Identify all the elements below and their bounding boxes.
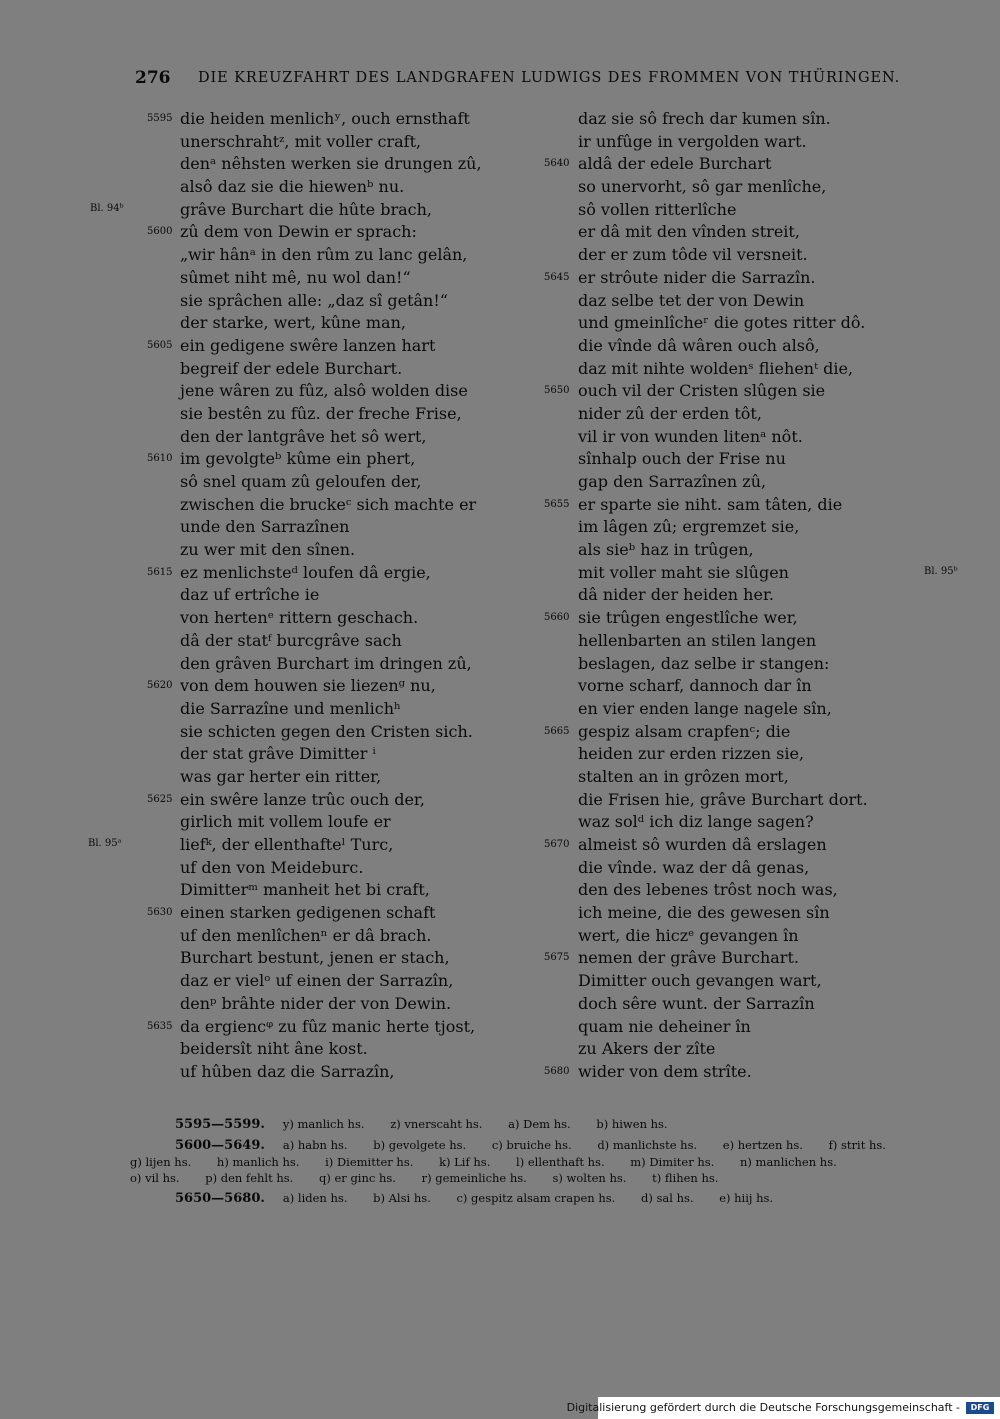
verse-text: die vînde. waz der dâ genas, [578,857,810,877]
verse-line [180,653,560,676]
verse-line [578,199,938,222]
verse-line [578,221,938,244]
verse-line [180,630,560,653]
verse-line [180,879,560,902]
footnote-entry: p) den fehlt hs. [205,1171,294,1185]
footnote-entry: d) sal hs. [640,1191,694,1205]
verse-text: quam nie deheiner în [578,1016,751,1036]
verse-line [578,448,938,471]
verse-text: vorne scharf, dannoch dar în [578,676,812,696]
verse-text: im gevolgteᵇ kûme ein phert, [180,449,416,469]
verse-text: ouch vil der Cristen slûgen sie [578,381,826,401]
verse-line [180,1061,560,1084]
verse-text: von hertenᵉ rittern geschach. [180,608,419,628]
verse-line [180,471,560,494]
footnotes [130,1116,920,1211]
verse-text: als sieᵇ haz in trûgen, [578,540,754,560]
verse-text: von dem houwen sie liezenᵍ nu, [180,676,436,696]
footnote-entry: h) manlich hs. [216,1155,300,1169]
verse-line [180,244,560,267]
verse-line [180,539,560,562]
line-number: 5630 [147,907,173,919]
verse-line [578,789,938,812]
verse-text: gespiz alsam crapfenᶜ; die [578,721,791,741]
right-verse-column [544,108,938,1084]
verse-line [578,879,938,902]
line-number: 5675 [544,952,570,964]
line-number: 5665 [544,725,570,737]
verse-text: liefᵏ, der ellenthafteˡ Turc, [180,835,394,854]
footnote-entry: l) ellenthaft hs. [516,1155,605,1169]
verse-line [578,925,938,948]
footnote-entry: q) er ginc hs. [318,1171,396,1185]
verse-text: begreif der edele Burchart. [180,358,403,378]
verse-text: denᵖ brâhte nider der von Dewin. [180,993,452,1013]
verse-text: beidersît niht âne kost. [180,1039,368,1059]
footnote-range: 5595—5599. [175,1117,265,1132]
verse-line [180,131,560,154]
verse-text: sînhalp ouch der Frise nu [578,449,786,469]
line-number: 5635 [147,1020,173,1032]
verse-text: sie sprâchen alle: „daz sî getân!“ [180,290,448,310]
verse-text: ein swêre lanze trûc ouch der, [180,789,425,809]
verse-text: er sparte sie niht. sam tâten, die [578,494,843,514]
page-number: 276 [135,68,171,88]
verse-line [180,607,560,630]
verse-text: daz er vielᵒ uf einen der Sarrazîn, [180,971,454,991]
verse-line [180,721,560,744]
footnote-entry: c) bruiche hs. [491,1138,572,1152]
verse-text: sie trûgen engestlîche wer, [578,608,798,628]
verse-text: ir unfûge in vergolden wart. [578,131,807,151]
verse-line [544,380,938,403]
footnote-entry: b) Alsi hs. [373,1191,431,1205]
verse-line [578,630,938,653]
verse-line [578,539,938,562]
verse-text: den grâven Burchart im dringen zû, [180,653,472,673]
verse-text: den der lantgrâve het sô wert, [180,426,427,446]
verse-line [147,335,560,358]
verse-text: die Sarrazîne und menlichʰ [180,698,401,718]
verse-text: beslagen, daz selbe ir stangen: [578,653,830,673]
footnote-entry: e) hertzen hs. [722,1138,803,1152]
verse-text: ein gedigene swêre lanzen hart [180,335,436,355]
verse-text: aldâ der edele Burchart [578,154,772,174]
footnote-entry: s) wolten hs. [552,1171,627,1185]
verse-text: uf den menlîchenⁿ er dâ brach. [180,925,432,945]
verse-text: ez menlichsteᵈ loufen dâ ergie, [180,562,431,582]
verse-text: vil ir von wunden litenᵃ nôt. [578,426,803,446]
verse-text: „wir hânᵃ in den rûm zu lanc gelân, [180,245,468,265]
left-verse-column [147,108,560,1084]
verse-line [180,199,560,222]
footnote-entry: t) flihen hs. [652,1171,719,1185]
line-number: 5680 [544,1065,570,1077]
verse-text: mit voller maht sie slûgen [578,562,789,582]
verse-line [180,312,560,335]
line-number: 5595 [147,113,173,124]
line-number: 5615 [147,566,173,578]
verse-text: einen starken gedigenen schaft [180,903,436,923]
verse-line [578,403,938,426]
verse-line [180,267,560,290]
verse-line [147,108,560,131]
verse-line [578,902,938,925]
verse-line [180,176,560,199]
verse-line [578,471,938,494]
verse-line [180,358,560,381]
verse-text: der starke, wert, kûne man, [180,313,406,333]
verse-line [578,562,938,585]
verse-text: und gmeinlîcheʳ die gotes ritter dô. [578,313,866,333]
footnote-entry: a) liden hs. [282,1191,348,1205]
verse-text: zû dem von Dewin er sprach: [180,222,417,242]
verse-line [147,562,560,585]
verse-text: stalten an in grôzen mort, [578,766,789,786]
verse-line [147,675,560,698]
line-number: 5640 [544,158,570,170]
verse-line [578,970,938,993]
verse-text: Burchart bestunt, jenen er stach, [180,948,450,968]
verse-line [180,947,560,970]
verse-line [544,153,938,176]
verse-text: dâ der statᶠ burcgrâve sach [180,630,402,650]
verse-text: uf hûben daz die Sarrazîn, [180,1061,395,1081]
verse-line [578,743,938,766]
verse-line [180,993,560,1016]
footnote-entry: i) Diemitter hs. [325,1155,414,1169]
folio-note: Bl. 95ᵇ [924,566,958,577]
verse-text: er strôute nider die Sarrazîn. [578,267,816,287]
verse-text: hellenbarten an stilen langen [578,630,817,650]
footnote-entry: b) gevolgete hs. [373,1138,467,1152]
footnote-entry: r) gemeinliche hs. [421,1171,527,1185]
folio-note: Bl. 94ᵇ [90,203,124,214]
verse-line [578,584,938,607]
verse-text: die Frisen hie, grâve Burchart dort. [578,789,868,809]
verse-line [578,426,938,449]
verse-line [578,1016,938,1039]
line-number: 5660 [544,612,570,624]
line-number: 5625 [147,793,173,805]
footnote-entry: m) Dimiter hs. [630,1155,715,1169]
footnote-range: 5600—5649. [175,1138,265,1153]
verse-line [578,675,938,698]
verse-line [180,516,560,539]
verse-line [180,494,560,517]
verse-text: waz solᵈ ich diz lange sagen? [578,812,814,832]
verse-text: sûmet niht mê, nu wol dan!“ [180,267,411,287]
verse-text: den des lebenes trôst noch was, [578,880,838,900]
line-number: 5670 [544,839,570,850]
verse-text: uf den von Meideburc. [180,857,364,877]
verse-line [180,403,560,426]
verse-text: grâve Burchart die hûte brach, [180,199,432,219]
verse-text: Dimitter ouch gevangen wart, [578,971,822,991]
footnote-entry: a) Dem hs. [508,1117,571,1131]
verse-line [578,290,938,313]
dfg-logo: DFG [966,1402,994,1414]
footnote-entry: g) lijen hs. [130,1155,192,1169]
verse-text: zwischen die bruckeᶜ sich machte er [180,494,477,514]
verse-text: heiden zur erden rizzen sie, [578,744,805,764]
verse-text: daz mit nihte woldenˢ fliehenᵗ die, [578,358,854,378]
line-number: 5605 [147,339,173,351]
verse-text: girlich mit vollem loufe er [180,812,391,832]
verse-text: daz selbe tet der von Dewin [578,290,805,310]
verse-line [180,1038,560,1061]
verse-text: was gar herter ein ritter, [180,766,382,786]
verse-text: zu wer mit den sînen. [180,540,356,560]
verse-line [544,947,938,970]
page-title: DIE KREUZFAHRT DES LANDGRAFEN LUDWIGS DES FROMMEN VON THÜRINGEN. [198,70,901,86]
verse-text: nider zû der erden tôt, [578,403,762,423]
verse-line [180,743,560,766]
line-number: 5600 [147,226,173,238]
verse-line [578,811,938,834]
verse-text: wider von dem strîte. [578,1061,752,1081]
footnote-entry: o) vil hs. [130,1171,180,1185]
verse-text: sô snel quam zû geloufen der, [180,472,422,491]
verse-line [180,426,560,449]
verse-text: wert, die hiczᵉ gevangen în [578,925,799,945]
line-number: 5610 [147,453,173,465]
verse-text: er dâ mit den vînden streit, [578,222,800,242]
verse-line [180,153,560,176]
verse-line [180,698,560,721]
footnote-range: 5650—5680. [175,1191,265,1206]
page-header [0,68,1000,94]
verse-text: sie bestên zu fûz. der freche Frise, [180,403,462,423]
verse-text: sô vollen ritterlîche [578,199,737,219]
verse-text: doch sêre wunt. der Sarrazîn [578,993,815,1013]
verse-line [180,857,560,880]
verse-line [578,1038,938,1061]
verse-line [180,290,560,313]
verse-line [578,108,938,131]
verse-line [578,766,938,789]
footnote-entry: y) manlich hs. [282,1117,365,1131]
verse-text: unde den Sarrazînen [180,517,350,537]
verse-line [147,1016,560,1039]
verse-text: die vînde dâ wâren ouch alsô, [578,335,820,355]
verse-text: ich meine, die des gewesen sîn [578,903,830,923]
folio-note: Bl. 95ᵃ [88,838,122,849]
verse-text: dâ nider der heiden her. [578,585,774,605]
verse-line [544,267,938,290]
verse-text: almeist sô wurden dâ erslagen [578,835,827,854]
verse-text: jene wâren zu fûz, alsô wolden dise [180,381,468,401]
verse-line [147,221,560,244]
footnote-entry: a) habn hs. [282,1138,348,1152]
verse-line [147,789,560,812]
verse-text: der stat grâve Dimitter ⁱ [180,744,376,764]
verse-line [180,834,560,857]
line-number: 5645 [544,271,570,283]
verse-text: Dimitterᵐ manheit het bi craft, [180,880,430,900]
verse-text: der er zum tôde vil versneit. [578,245,808,265]
verse-line [180,766,560,789]
verse-line [544,494,938,517]
verse-text: die heiden menlichʸ, ouch ernsthaft [180,109,470,128]
verse-text: zu Akers der zîte [578,1039,716,1059]
footnote-entry: f) strit hs. [828,1138,886,1152]
footer-banner [566,1397,1000,1419]
verse-text: en vier enden lange nagele sîn, [578,698,832,718]
verse-text: nemen der grâve Burchart. [578,948,799,968]
verse-line [578,516,938,539]
verse-line [544,1061,938,1084]
verse-line [180,970,560,993]
verse-line [180,584,560,607]
verse-line [544,721,938,744]
verse-line [180,811,560,834]
verse-line [578,653,938,676]
verse-line [578,698,938,721]
verse-line [578,335,938,358]
verse-text: da ergiencᵠ zu fûz manic herte tjost, [180,1016,476,1036]
line-number: 5655 [544,498,570,510]
verse-text: so unervorht, sô gar menlîche, [578,177,827,197]
footnote-group [130,1190,920,1207]
line-number: 5650 [544,385,570,397]
footnote-entry: k) Lif hs. [439,1155,491,1169]
verse-text: alsô daz sie die hiewenᵇ nu. [180,177,405,197]
verse-text: gap den Sarrazînen zû, [578,472,767,491]
verse-text: daz uf ertrîche ie [180,585,320,605]
verse-line [180,925,560,948]
verse-text: denᵃ nêhsten werken sie drungen zû, [180,154,482,174]
footnote-entry: c) gespitz alsam crapen hs. [456,1191,616,1205]
verse-line [578,993,938,1016]
verse-line [578,358,938,381]
verse-line [544,607,938,630]
footnote-entry: e) hiij hs. [719,1191,774,1205]
footnote-entry: n) manlichen hs. [740,1155,837,1169]
verse-text: daz sie sô frech dar kumen sîn. [578,109,831,128]
verse-line [180,380,560,403]
verse-line [578,244,938,267]
verse-text: sie schicten gegen den Cristen sich. [180,721,473,741]
verse-line [578,176,938,199]
verse-line [544,834,938,857]
footnote-entry: b) hiwen hs. [596,1117,668,1131]
footnote-group [130,1137,920,1186]
verse-line [578,312,938,335]
verse-line [578,131,938,154]
footer-text: Digitalisierung gefördert durch die Deutsche Forschungsgemeinschaft - [566,1401,960,1414]
verse-text: unerschrahtᶻ, mit voller craft, [180,131,422,151]
verse-line [147,448,560,471]
verse-line [147,902,560,925]
footnote-group [130,1116,920,1133]
verse-line [578,857,938,880]
footnote-entry: z) vnerscaht hs. [390,1117,483,1131]
line-number: 5620 [147,680,173,692]
footnote-entry: d) manlichste hs. [597,1138,698,1152]
verse-text: im lâgen zû; ergremzet sie, [578,517,800,537]
